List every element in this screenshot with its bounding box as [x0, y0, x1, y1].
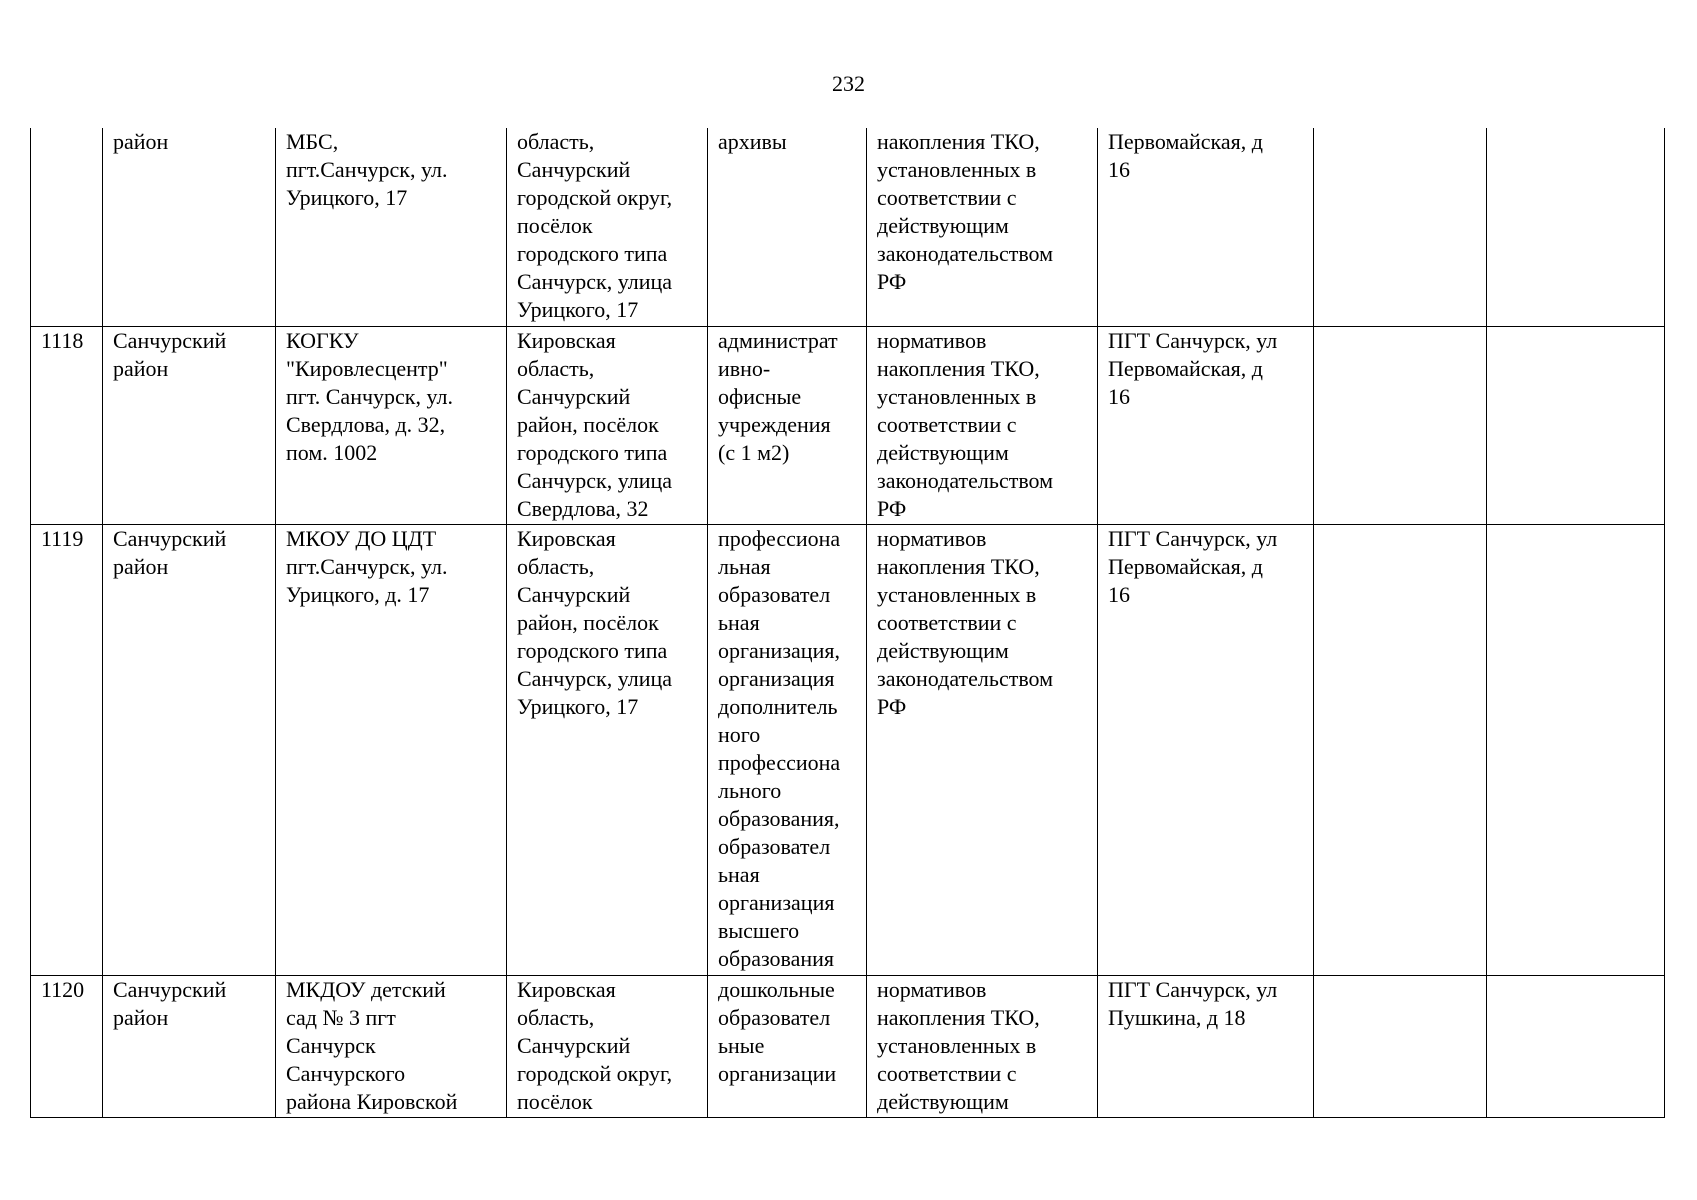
empty-cell [1314, 326, 1487, 524]
empty-cell [1314, 524, 1487, 975]
empty-cell [1314, 975, 1487, 1117]
empty-cell [1487, 326, 1665, 524]
empty-cell [1314, 128, 1487, 326]
address-cell: Кировская область, Санчурский район, посёлок городского типа Санчурск, улица Свердлова, 32 [507, 326, 708, 524]
registry-table [30, 128, 1665, 1118]
norm-cell: нормативов накопления ТКО, установленных в соответствии с действующим законодательством РФ [867, 326, 1098, 524]
empty-cell [1487, 975, 1665, 1117]
row-number-cell: 1120 [31, 975, 103, 1117]
table-row [31, 128, 1665, 326]
category-cell: администрат ивно- офисные учреждения (с 1 м2) [708, 326, 867, 524]
district-cell: район [103, 128, 276, 326]
row-number-cell [31, 128, 103, 326]
row-number-cell: 1119 [31, 524, 103, 975]
address-cell: Кировская область, Санчурский район, посёлок городского типа Санчурск, улица Урицкого, 17 [507, 524, 708, 975]
empty-cell [1487, 128, 1665, 326]
waste-site-cell: ПГТ Санчурск, ул Первомайская, д 16 [1098, 326, 1314, 524]
norm-cell: нормативов накопления ТКО, установленных в соответствии с действующим законодательством РФ [867, 524, 1098, 975]
organization-cell: МКДОУ детский сад № 3 пгт Санчурск Санчурского района Кировской [276, 975, 507, 1117]
empty-cell [1487, 524, 1665, 975]
norm-cell: накопления ТКО, установленных в соответствии с действующим законодательством РФ [867, 128, 1098, 326]
district-cell: Санчурский район [103, 524, 276, 975]
table-row [31, 975, 1665, 1117]
district-cell: Санчурский район [103, 975, 276, 1117]
organization-cell: МКОУ ДО ЦДТ пгт.Санчурск, ул. Урицкого, д. 17 [276, 524, 507, 975]
page-number: 232 [832, 71, 865, 96]
address-cell: область, Санчурский городской округ, посёлок городского типа Санчурск, улица Урицкого, 17 [507, 128, 708, 326]
organization-cell: МБС, пгт.Санчурск, ул. Урицкого, 17 [276, 128, 507, 326]
table-row [31, 524, 1665, 975]
waste-site-cell: ПГТ Санчурск, ул Первомайская, д 16 [1098, 524, 1314, 975]
address-cell: Кировская область, Санчурский городской округ, посёлок [507, 975, 708, 1117]
district-cell: Санчурский район [103, 326, 276, 524]
waste-site-cell: Первомайская, д 16 [1098, 128, 1314, 326]
norm-cell: нормативов накопления ТКО, установленных в соответствии с действующим [867, 975, 1098, 1117]
category-cell: архивы [708, 128, 867, 326]
row-number-cell: 1118 [31, 326, 103, 524]
category-cell: профессиона льная образовател ьная организация, организация дополнитель ного профессиона льного образования, образовател ьная организация высшего образования [708, 524, 867, 975]
organization-cell: КОГКУ "Кировлесцентр" пгт. Санчурск, ул. Свердлова, д. 32, пом. 1002 [276, 326, 507, 524]
category-cell: дошкольные образовател ьные организации [708, 975, 867, 1117]
waste-site-cell: ПГТ Санчурск, ул Пушкина, д 18 [1098, 975, 1314, 1117]
table-row [31, 326, 1665, 524]
